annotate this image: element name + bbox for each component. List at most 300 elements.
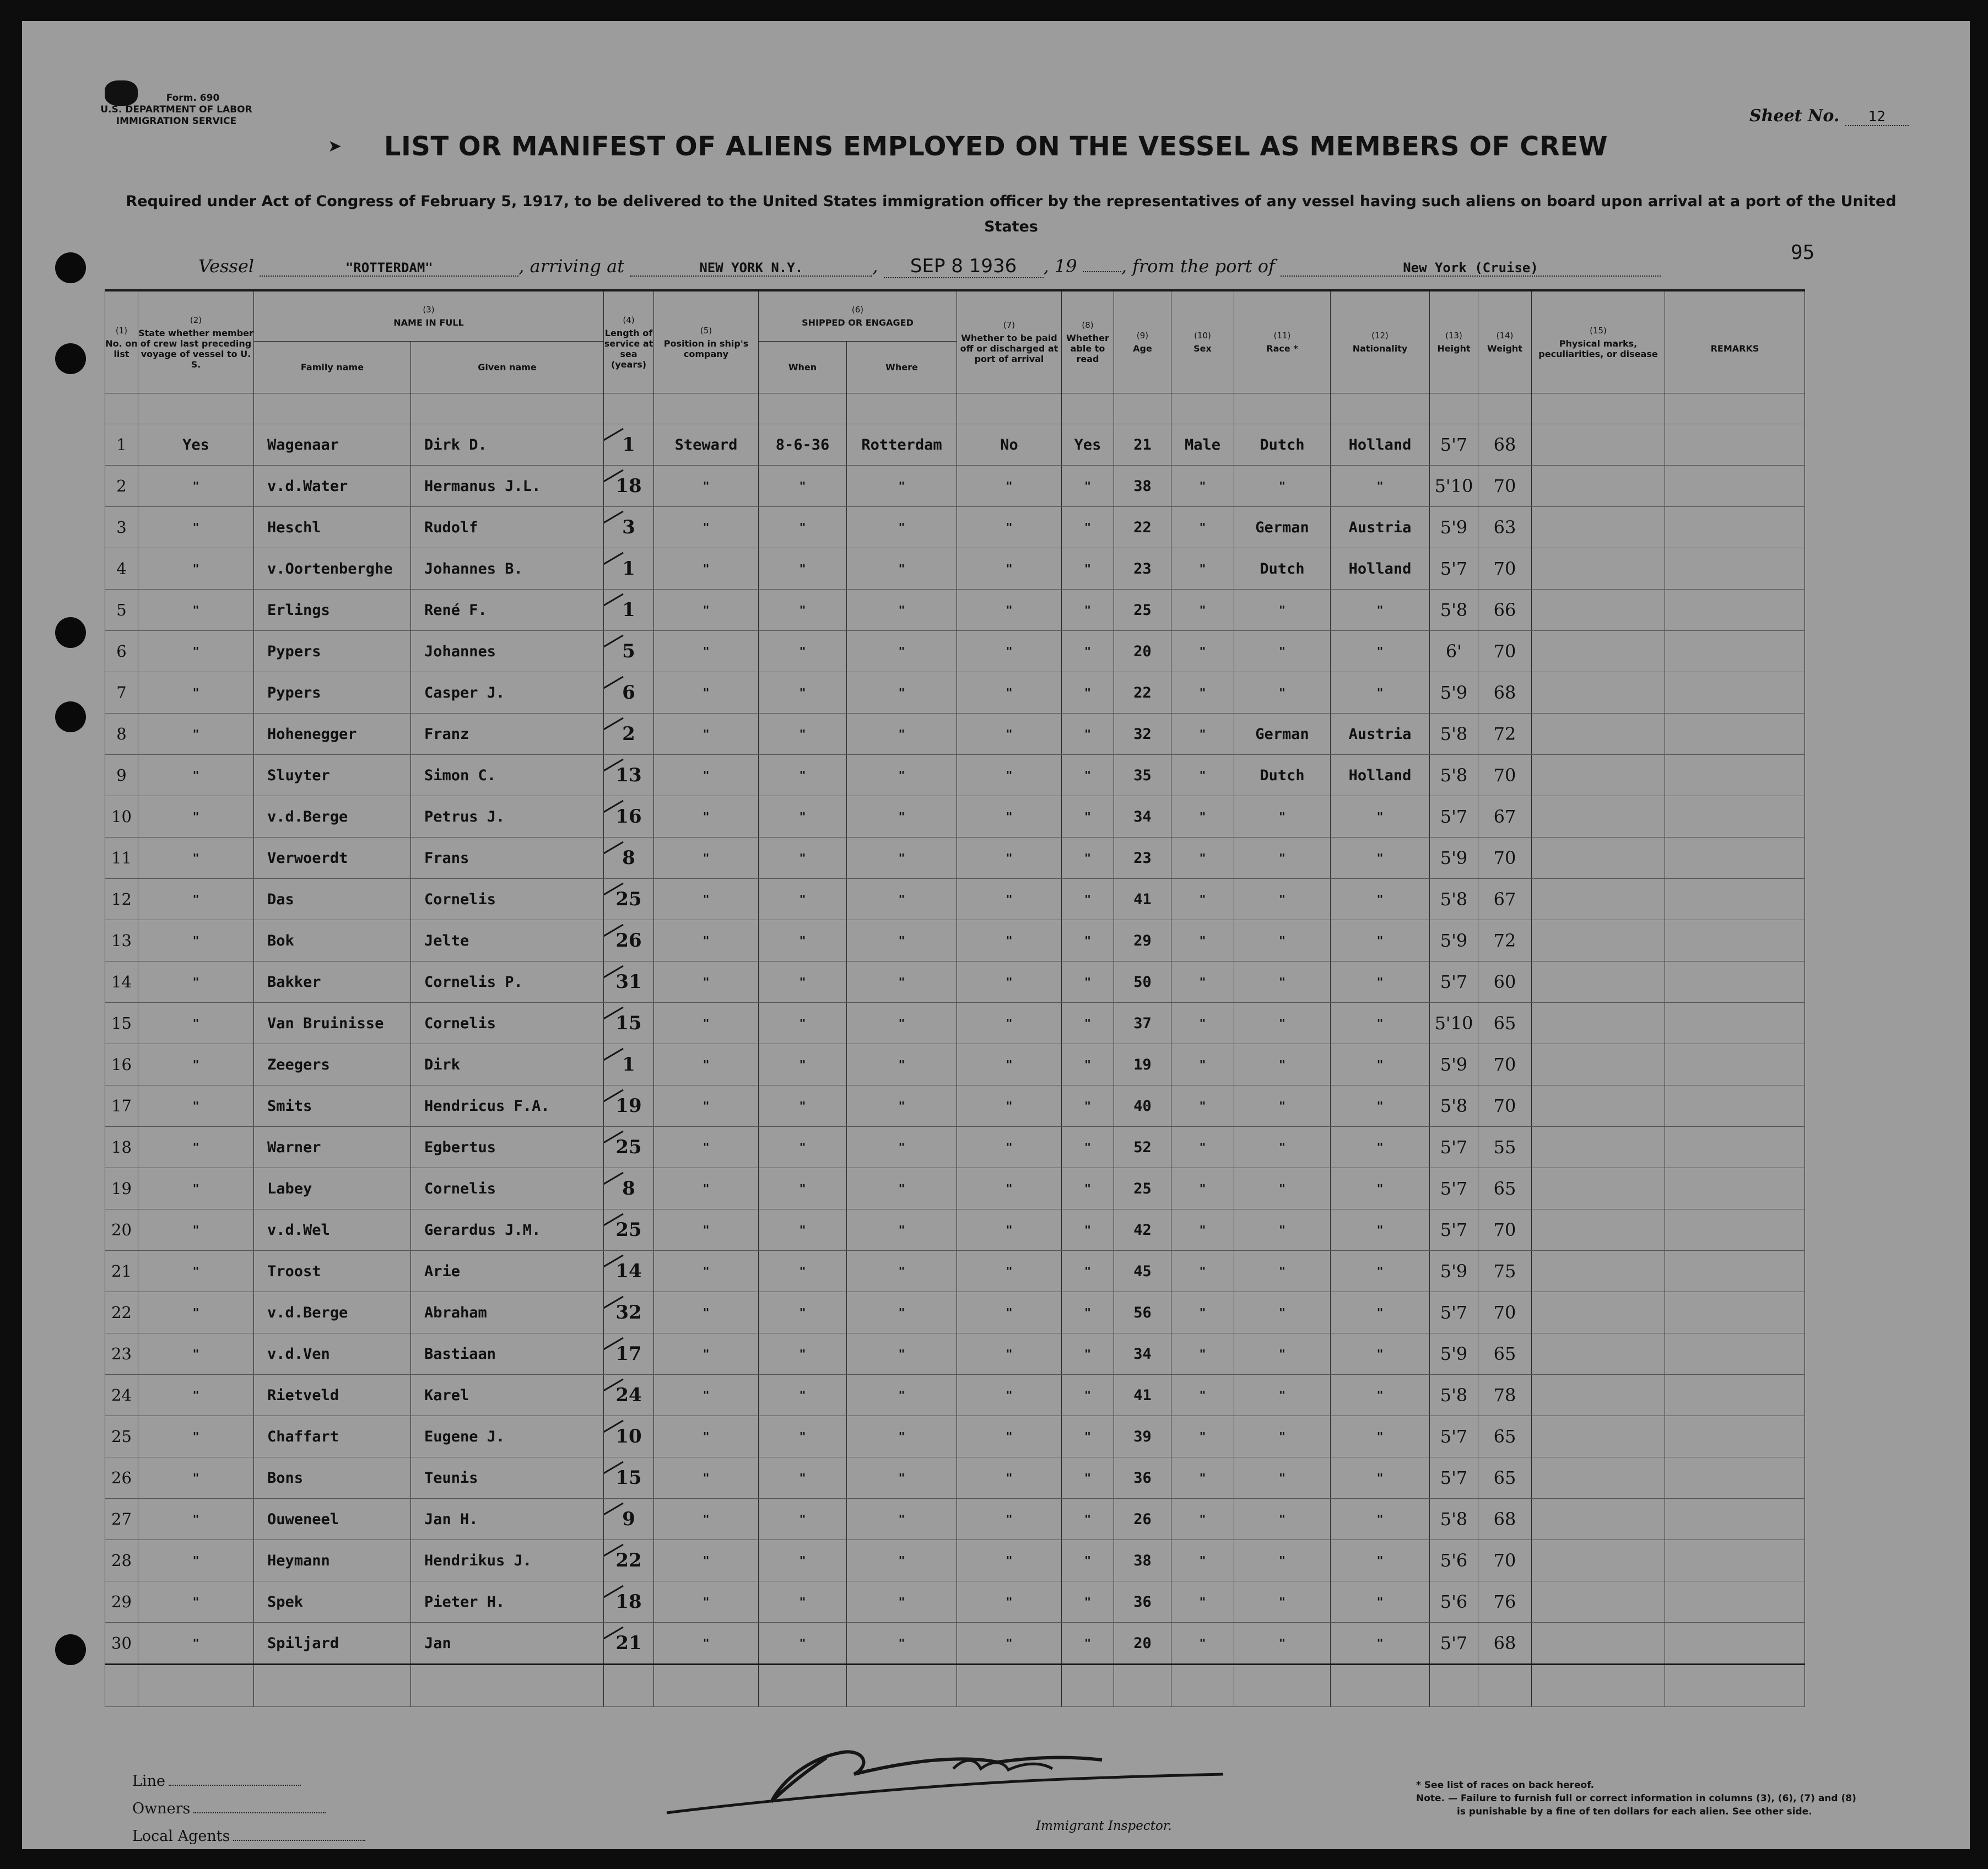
height-cell: 5'10 [1430, 1003, 1478, 1044]
paid-off-cell: " [957, 838, 1062, 879]
position-cell: " [654, 672, 759, 714]
sex-cell: Male [1171, 424, 1234, 466]
nationality-cell: " [1331, 1333, 1430, 1375]
able-to-read-cell: " [1062, 1209, 1114, 1251]
shipped-where-cell: " [847, 1168, 957, 1209]
shipped-when-cell: " [759, 961, 847, 1003]
length-of-service-cell: 25 [604, 1209, 654, 1251]
position-cell: " [654, 1457, 759, 1499]
shipped-when-cell: 8-6-36 [759, 424, 847, 466]
paid-off-cell: " [957, 1292, 1062, 1333]
weight-cell: 70 [1478, 1540, 1532, 1581]
race-cell: " [1234, 1623, 1331, 1665]
nationality-cell: " [1331, 1540, 1430, 1581]
check-mark-icon [604, 1211, 632, 1249]
row-number-cell: 3 [105, 507, 138, 548]
given-name-cell: Jan H. [411, 1499, 604, 1540]
arrival-port: NEW YORK N.Y. [630, 260, 872, 277]
table-row [105, 466, 1805, 507]
given-name-cell: Johannes [411, 631, 604, 672]
race-cell: " [1234, 1499, 1331, 1540]
able-to-read-cell: " [1062, 548, 1114, 590]
race-cell: " [1234, 1044, 1331, 1085]
able-to-read-cell: " [1062, 838, 1114, 879]
age-cell: 22 [1114, 672, 1171, 714]
length-of-service-cell: 1 [604, 1044, 654, 1085]
punch-hole [55, 343, 86, 374]
race-cell: " [1234, 1209, 1331, 1251]
paid-off-cell: " [957, 1457, 1062, 1499]
sex-cell: " [1171, 672, 1234, 714]
sex-cell: " [1171, 1044, 1234, 1085]
col-header-read: (8) Whether able to read [1062, 290, 1114, 393]
weight-cell: 65 [1478, 1168, 1532, 1209]
race-cell: " [1234, 1375, 1331, 1416]
race-cell: " [1234, 1251, 1331, 1292]
spacer-row [105, 393, 1805, 424]
able-to-read-cell: " [1062, 507, 1114, 548]
given-name-cell: Johannes B. [411, 548, 604, 590]
crew-status-cell: " [138, 672, 254, 714]
shipped-where-cell: " [847, 631, 957, 672]
shipped-where-cell: " [847, 1581, 957, 1623]
table-row [105, 1044, 1805, 1085]
year-blank [1083, 271, 1121, 272]
row-number-cell: 30 [105, 1623, 138, 1665]
col-header-where: Where [847, 342, 957, 393]
age-cell: 20 [1114, 1623, 1171, 1665]
col-header-nationality: (12) Nationality [1331, 290, 1430, 393]
paid-off-cell: " [957, 590, 1062, 631]
position-cell: " [654, 961, 759, 1003]
weight-cell: 68 [1478, 1623, 1532, 1665]
paid-off-cell: " [957, 1540, 1062, 1581]
weight-cell: 72 [1478, 920, 1532, 961]
physical-marks-cell [1532, 1540, 1665, 1581]
race-cell: " [1234, 631, 1331, 672]
able-to-read-cell: " [1062, 920, 1114, 961]
paid-off-cell: " [957, 1003, 1062, 1044]
row-number-cell: 23 [105, 1333, 138, 1375]
footnote-penalty: Note. — Failure to furnish full or correct information in columns (3), (6), (7) and (8) [1416, 1793, 1856, 1804]
check-mark-icon [604, 756, 632, 795]
age-cell: 23 [1114, 548, 1171, 590]
nationality-cell: " [1331, 1623, 1430, 1665]
age-cell: 21 [1114, 424, 1171, 466]
weight-cell: 67 [1478, 796, 1532, 838]
physical-marks-cell [1532, 672, 1665, 714]
nationality-cell: " [1331, 466, 1430, 507]
row-number-cell: 20 [105, 1209, 138, 1251]
col-header-name: (3) NAME IN FULL [254, 290, 604, 342]
table-row [105, 920, 1805, 961]
paid-off-cell: " [957, 920, 1062, 961]
table-row [105, 507, 1805, 548]
row-number-cell: 21 [105, 1251, 138, 1292]
given-name-cell: Rudolf [411, 507, 604, 548]
age-cell: 40 [1114, 1085, 1171, 1127]
inspector-label: Immigrant Inspector. [1036, 1819, 1172, 1833]
sex-cell: " [1171, 796, 1234, 838]
weight-cell: 63 [1478, 507, 1532, 548]
row-number-cell: 13 [105, 920, 138, 961]
table-row [105, 879, 1805, 920]
position-cell: " [654, 1375, 759, 1416]
nationality-cell: " [1331, 1581, 1430, 1623]
shipped-when-cell: " [759, 1499, 847, 1540]
race-cell: " [1234, 1457, 1331, 1499]
weight-cell: 60 [1478, 961, 1532, 1003]
check-mark-icon [604, 797, 632, 836]
table-row [105, 631, 1805, 672]
able-to-read-cell: " [1062, 1003, 1114, 1044]
row-number-cell: 25 [105, 1416, 138, 1457]
row-number-cell: 15 [105, 1003, 138, 1044]
table-row [105, 1499, 1805, 1540]
given-name-cell: Cornelis [411, 879, 604, 920]
table-row [105, 1168, 1805, 1209]
physical-marks-cell [1532, 1251, 1665, 1292]
shipped-where-cell: " [847, 672, 957, 714]
paid-off-cell: No [957, 424, 1062, 466]
col-header-remarks: REMARKS [1665, 290, 1805, 393]
given-name-cell: Egbertus [411, 1127, 604, 1168]
table-row [105, 1581, 1805, 1623]
check-mark-icon [604, 1087, 632, 1125]
length-of-service-cell: 9 [604, 1499, 654, 1540]
check-mark-icon [604, 1252, 632, 1290]
position-cell: " [654, 1127, 759, 1168]
check-mark-icon [604, 1128, 632, 1166]
crew-status-cell: Yes [138, 424, 254, 466]
weight-cell: 70 [1478, 1044, 1532, 1085]
shipped-when-cell: " [759, 1457, 847, 1499]
remarks-cell [1665, 1540, 1805, 1581]
date-stamp: SEP 8 1936 [910, 255, 1017, 277]
age-cell: 20 [1114, 631, 1171, 672]
able-to-read-cell: " [1062, 1623, 1114, 1665]
able-to-read-cell: " [1062, 961, 1114, 1003]
sex-cell: " [1171, 879, 1234, 920]
length-of-service-cell: 8 [604, 1168, 654, 1209]
page-number: 95 [1791, 241, 1815, 264]
table-row [105, 1540, 1805, 1581]
crew-status-cell: " [138, 1457, 254, 1499]
length-of-service-cell: 21 [604, 1623, 654, 1665]
sex-cell: " [1171, 1623, 1234, 1665]
physical-marks-cell [1532, 1127, 1665, 1168]
nationality-cell: " [1331, 1375, 1430, 1416]
position-cell: " [654, 631, 759, 672]
paid-off-cell: " [957, 879, 1062, 920]
given-name-cell: Teunis [411, 1457, 604, 1499]
table-row [105, 1209, 1805, 1251]
remarks-cell [1665, 714, 1805, 755]
height-cell: 5'8 [1430, 1375, 1478, 1416]
shipped-when-cell: " [759, 1375, 847, 1416]
col-header-shipped: (6) SHIPPED OR ENGAGED [759, 290, 957, 342]
shipped-where-cell: " [847, 1540, 957, 1581]
nationality-cell: Holland [1331, 548, 1430, 590]
family-name-cell: v.d.Water [254, 466, 411, 507]
height-cell: 5'7 [1430, 1168, 1478, 1209]
able-to-read-cell: " [1062, 1127, 1114, 1168]
able-to-read-cell: " [1062, 1333, 1114, 1375]
row-number-cell: 12 [105, 879, 138, 920]
shipped-when-cell: " [759, 1044, 847, 1085]
family-name-cell: Smits [254, 1085, 411, 1127]
race-cell: " [1234, 1416, 1331, 1457]
nationality-cell: " [1331, 1085, 1430, 1127]
physical-marks-cell [1532, 507, 1665, 548]
table-row [105, 1457, 1805, 1499]
sex-cell: " [1171, 631, 1234, 672]
length-of-service-cell: 19 [604, 1085, 654, 1127]
nationality-cell: " [1331, 672, 1430, 714]
able-to-read-cell: " [1062, 466, 1114, 507]
age-cell: 38 [1114, 1540, 1171, 1581]
col-header-height: (13) Height [1430, 290, 1478, 393]
height-cell: 5'9 [1430, 1044, 1478, 1085]
sex-cell: " [1171, 590, 1234, 631]
col-header-when: When [759, 342, 847, 393]
weight-cell: 65 [1478, 1457, 1532, 1499]
position-cell: " [654, 1251, 759, 1292]
height-cell: 5'8 [1430, 1085, 1478, 1127]
row-number-cell: 6 [105, 631, 138, 672]
given-name-cell: Dirk D. [411, 424, 604, 466]
row-number-cell: 1 [105, 424, 138, 466]
check-mark-icon [604, 467, 632, 505]
family-name-cell: Pypers [254, 672, 411, 714]
position-cell: " [654, 548, 759, 590]
position-cell: " [654, 714, 759, 755]
able-to-read-cell: " [1062, 1044, 1114, 1085]
position-cell: " [654, 1581, 759, 1623]
physical-marks-cell [1532, 1168, 1665, 1209]
given-name-cell: Hendrikus J. [411, 1540, 604, 1581]
crew-status-cell: " [138, 714, 254, 755]
sex-cell: " [1171, 838, 1234, 879]
nationality-cell: " [1331, 1127, 1430, 1168]
table-row [105, 1416, 1805, 1457]
length-of-service-cell: 32 [604, 1292, 654, 1333]
family-name-cell: Hohenegger [254, 714, 411, 755]
shipped-where-cell: " [847, 1623, 957, 1665]
col-header-race: (11) Race * [1234, 290, 1331, 393]
given-name-cell: Jan [411, 1623, 604, 1665]
position-cell: " [654, 879, 759, 920]
position-cell: " [654, 1044, 759, 1085]
physical-marks-cell [1532, 590, 1665, 631]
arrival-date [884, 255, 1044, 278]
able-to-read-cell: " [1062, 1375, 1114, 1416]
able-to-read-cell: " [1062, 714, 1114, 755]
race-cell: German [1234, 714, 1331, 755]
manifest-rows [105, 393, 1805, 1707]
height-cell: 5'7 [1430, 1127, 1478, 1168]
shipped-where-cell: Rotterdam [847, 424, 957, 466]
length-of-service-cell: 24 [604, 1375, 654, 1416]
crew-status-cell: " [138, 466, 254, 507]
year-label: , 19 [1043, 256, 1077, 277]
footnotes [1416, 1779, 1873, 1818]
length-of-service-cell: 10 [604, 1416, 654, 1457]
shipped-where-cell: " [847, 1127, 957, 1168]
family-name-cell: Troost [254, 1251, 411, 1292]
height-cell: 5'7 [1430, 1292, 1478, 1333]
physical-marks-cell [1532, 1499, 1665, 1540]
position-cell: " [654, 920, 759, 961]
check-mark-icon [604, 839, 632, 877]
position-cell: " [654, 1085, 759, 1127]
weight-cell: 68 [1478, 424, 1532, 466]
sex-cell: " [1171, 714, 1234, 755]
sheet-number-value: 12 [1845, 109, 1909, 126]
family-name-cell: Chaffart [254, 1416, 411, 1457]
able-to-read-cell: " [1062, 590, 1114, 631]
check-mark-icon [604, 591, 632, 629]
remarks-cell [1665, 755, 1805, 796]
paid-off-cell: " [957, 714, 1062, 755]
nationality-cell: Holland [1331, 755, 1430, 796]
given-name-cell: Frans [411, 838, 604, 879]
remarks-cell [1665, 1127, 1805, 1168]
row-number-cell: 19 [105, 1168, 138, 1209]
weight-cell: 70 [1478, 755, 1532, 796]
physical-marks-cell [1532, 1375, 1665, 1416]
given-name-cell: Dirk [411, 1044, 604, 1085]
remarks-cell [1665, 961, 1805, 1003]
family-name-cell: v.Oortenberghe [254, 548, 411, 590]
family-name-cell: Heymann [254, 1540, 411, 1581]
shipped-when-cell: " [759, 879, 847, 920]
check-mark-icon [604, 1582, 632, 1621]
sex-cell: " [1171, 1581, 1234, 1623]
shipped-where-cell: " [847, 714, 957, 755]
race-cell: " [1234, 961, 1331, 1003]
able-to-read-cell: " [1062, 796, 1114, 838]
local-agents-field: Local Agents [132, 1823, 365, 1849]
family-name-cell: Warner [254, 1127, 411, 1168]
shipped-where-cell: " [847, 796, 957, 838]
physical-marks-cell [1532, 714, 1665, 755]
sex-cell: " [1171, 1540, 1234, 1581]
sex-cell: " [1171, 1003, 1234, 1044]
nationality-cell: " [1331, 1457, 1430, 1499]
shipped-where-cell: " [847, 1003, 957, 1044]
crew-status-cell: " [138, 920, 254, 961]
check-mark-icon [604, 673, 632, 712]
length-of-service-cell: 3 [604, 507, 654, 548]
check-mark-icon [604, 1169, 632, 1208]
sex-cell: " [1171, 755, 1234, 796]
paid-off-cell: " [957, 1127, 1062, 1168]
shipped-where-cell: " [847, 1457, 957, 1499]
row-number-cell: 7 [105, 672, 138, 714]
shipped-when-cell: " [759, 796, 847, 838]
age-cell: 29 [1114, 920, 1171, 961]
family-name-cell: Bons [254, 1457, 411, 1499]
nationality-cell: " [1331, 1499, 1430, 1540]
physical-marks-cell [1532, 1044, 1665, 1085]
shipped-when-cell: " [759, 838, 847, 879]
remarks-cell [1665, 424, 1805, 466]
weight-cell: 70 [1478, 1085, 1532, 1127]
physical-marks-cell [1532, 1333, 1665, 1375]
row-number-cell: 29 [105, 1581, 138, 1623]
height-cell: 5'6 [1430, 1540, 1478, 1581]
table-row [105, 755, 1805, 796]
length-of-service-cell: 16 [604, 796, 654, 838]
paid-off-cell: " [957, 631, 1062, 672]
check-mark-icon [604, 715, 632, 753]
crew-status-cell: " [138, 1416, 254, 1457]
physical-marks-cell [1532, 796, 1665, 838]
physical-marks-cell [1532, 424, 1665, 466]
age-cell: 42 [1114, 1209, 1171, 1251]
height-cell: 5'8 [1430, 879, 1478, 920]
crew-status-cell: " [138, 1540, 254, 1581]
sheet-number-label: Sheet No. [1749, 106, 1840, 126]
weight-cell: 67 [1478, 879, 1532, 920]
length-of-service-cell: 26 [604, 920, 654, 961]
remarks-cell [1665, 920, 1805, 961]
physical-marks-cell [1532, 838, 1665, 879]
shipped-where-cell: " [847, 1292, 957, 1333]
family-name-cell: Ouweneel [254, 1499, 411, 1540]
paid-off-cell: " [957, 796, 1062, 838]
age-cell: 35 [1114, 755, 1171, 796]
crew-status-cell: " [138, 1085, 254, 1127]
remarks-cell [1665, 1251, 1805, 1292]
sex-cell: " [1171, 1209, 1234, 1251]
row-number-cell: 9 [105, 755, 138, 796]
position-cell: Steward [654, 424, 759, 466]
race-cell: German [1234, 507, 1331, 548]
col-header-given-name: Given name [411, 342, 604, 393]
row-number-cell: 2 [105, 466, 138, 507]
crew-status-cell: " [138, 1168, 254, 1209]
shipped-when-cell: " [759, 672, 847, 714]
sheet-number [1749, 106, 1909, 126]
length-of-service-cell: 6 [604, 672, 654, 714]
weight-cell: 68 [1478, 672, 1532, 714]
family-name-cell: v.d.Wel [254, 1209, 411, 1251]
length-of-service-cell: 1 [604, 424, 654, 466]
height-cell: 5'9 [1430, 1251, 1478, 1292]
given-name-cell: Cornelis [411, 1003, 604, 1044]
remarks-cell [1665, 631, 1805, 672]
check-mark-icon [604, 1417, 632, 1456]
shipped-when-cell: " [759, 1416, 847, 1457]
from-port-label: , from the port of [1121, 256, 1275, 277]
length-of-service-cell: 17 [604, 1333, 654, 1375]
physical-marks-cell [1532, 1457, 1665, 1499]
position-cell: " [654, 1333, 759, 1375]
given-name-cell: Casper J. [411, 672, 604, 714]
punch-hole [55, 701, 86, 732]
height-cell: 5'10 [1430, 466, 1478, 507]
col-header-position: (5) Position in ship's company [654, 290, 759, 393]
age-cell: 41 [1114, 879, 1171, 920]
sex-cell: " [1171, 466, 1234, 507]
sex-cell: " [1171, 1127, 1234, 1168]
crew-status-cell: " [138, 1003, 254, 1044]
age-cell: 50 [1114, 961, 1171, 1003]
check-mark-icon [604, 1376, 632, 1414]
sex-cell: " [1171, 1333, 1234, 1375]
